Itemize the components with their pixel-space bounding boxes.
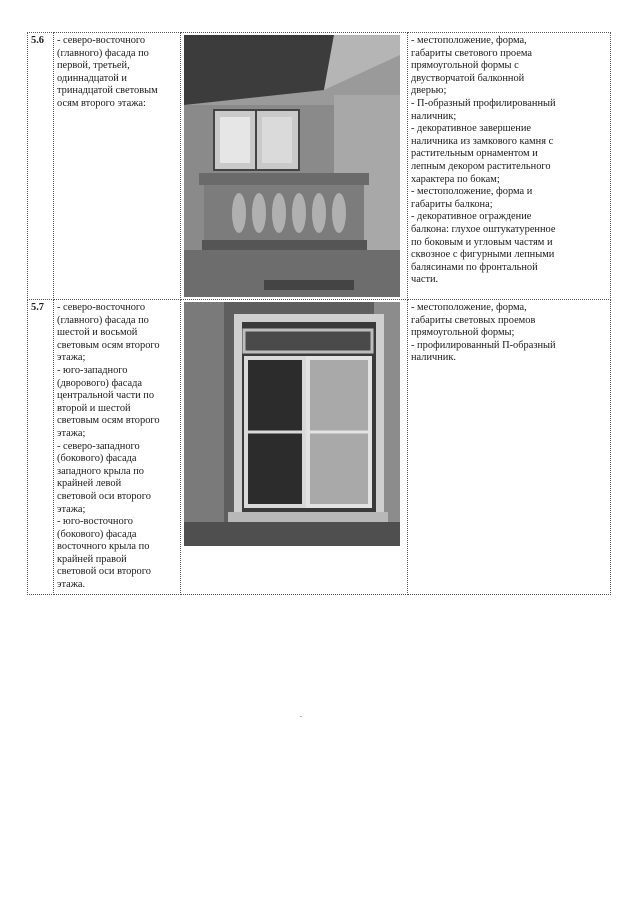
- text-line: наличник;: [411, 110, 457, 122]
- facade-location: [54, 300, 181, 595]
- row-number: 5.6: [28, 33, 54, 300]
- text-line: световой оси второго: [57, 566, 151, 578]
- text-line: крайней левой: [57, 478, 122, 490]
- text-line: световым осям второго: [57, 339, 160, 351]
- text-line: (бокового) фасада: [57, 453, 137, 465]
- text-line: (главного) фасада по: [57, 314, 149, 326]
- text-line: сквозное с фигурными лепными: [411, 249, 555, 261]
- text-line: наличника из замкового камня с: [411, 135, 554, 147]
- heritage-features-table: [27, 32, 611, 595]
- text-line: - юго-западного: [57, 364, 128, 376]
- text-line: - декоративное завершение: [411, 123, 532, 135]
- photo-cell: [181, 33, 408, 300]
- text-line: осям второго этажа:: [57, 97, 146, 109]
- row-number: 5.7: [28, 300, 54, 595]
- text-line: крайней правой: [57, 553, 127, 565]
- text-line: габариты светового проема: [411, 47, 532, 59]
- text-line: части.: [411, 274, 439, 286]
- text-line: первой, третьей,: [57, 60, 130, 72]
- text-line: наличник.: [411, 352, 457, 364]
- text-line: лепным декором растительного: [411, 160, 551, 172]
- balcony-photo: [184, 35, 400, 297]
- photo-cell: [181, 300, 408, 595]
- text-line: дверью;: [411, 85, 447, 97]
- protected-features: [408, 300, 611, 595]
- window-photo: [184, 302, 400, 546]
- text-line: балкона: глухое оштукатуренное: [411, 223, 556, 235]
- text-line: восточного крыла по: [57, 541, 150, 553]
- text-line: - северо-восточного: [57, 302, 146, 313]
- text-line: этажа;: [57, 352, 86, 364]
- text-line: балясинами по фронтальной: [411, 261, 538, 273]
- text-line: (дворового) фасада: [57, 377, 143, 389]
- text-line: по боковым и угловым частям и: [411, 236, 553, 248]
- scan-speck: [300, 716, 302, 717]
- text-line: световым осям второго: [57, 415, 160, 427]
- text-line: прямоугольной формы с: [411, 60, 519, 72]
- text-line: прямоугольной формы;: [411, 327, 515, 339]
- text-line: (главного) фасада по: [57, 47, 149, 59]
- text-line: - декоративное ограждение: [411, 211, 532, 223]
- text-line: одиннадцатой и: [57, 72, 127, 84]
- text-line: - юго-восточного: [57, 516, 133, 528]
- text-line: - П-образный профилированный: [411, 97, 556, 109]
- text-line: (бокового) фасада: [57, 528, 137, 540]
- text-line: характера по бокам;: [411, 173, 500, 185]
- facade-location: [54, 33, 181, 300]
- text-line: световой оси второго: [57, 490, 151, 502]
- table-row: [28, 300, 611, 595]
- text-line: тринадцатой световым: [57, 85, 158, 97]
- text-line: - северо-западного: [57, 440, 140, 452]
- text-line: этажа.: [57, 579, 86, 591]
- text-line: растительным орнаментом и: [411, 148, 538, 160]
- text-line: - местоположение, форма и: [411, 186, 533, 198]
- text-line: - местоположение, форма,: [411, 35, 527, 46]
- table-row: [28, 33, 611, 300]
- text-line: второй и шестой: [57, 402, 131, 414]
- text-line: - северо-восточного: [57, 35, 146, 46]
- text-line: габариты балкона;: [411, 198, 493, 210]
- text-line: двустворчатой балконной: [411, 72, 525, 84]
- protected-features: [408, 33, 611, 300]
- text-line: этажа;: [57, 427, 86, 439]
- text-line: - профилированный П-образный: [411, 339, 556, 351]
- text-line: западного крыла по: [57, 465, 144, 477]
- text-line: - местоположение, форма,: [411, 302, 527, 313]
- text-line: этажа;: [57, 503, 86, 515]
- text-line: центральной части по: [57, 390, 155, 402]
- text-line: шестой и восьмой: [57, 327, 138, 339]
- text-line: габариты световых проемов: [411, 314, 536, 326]
